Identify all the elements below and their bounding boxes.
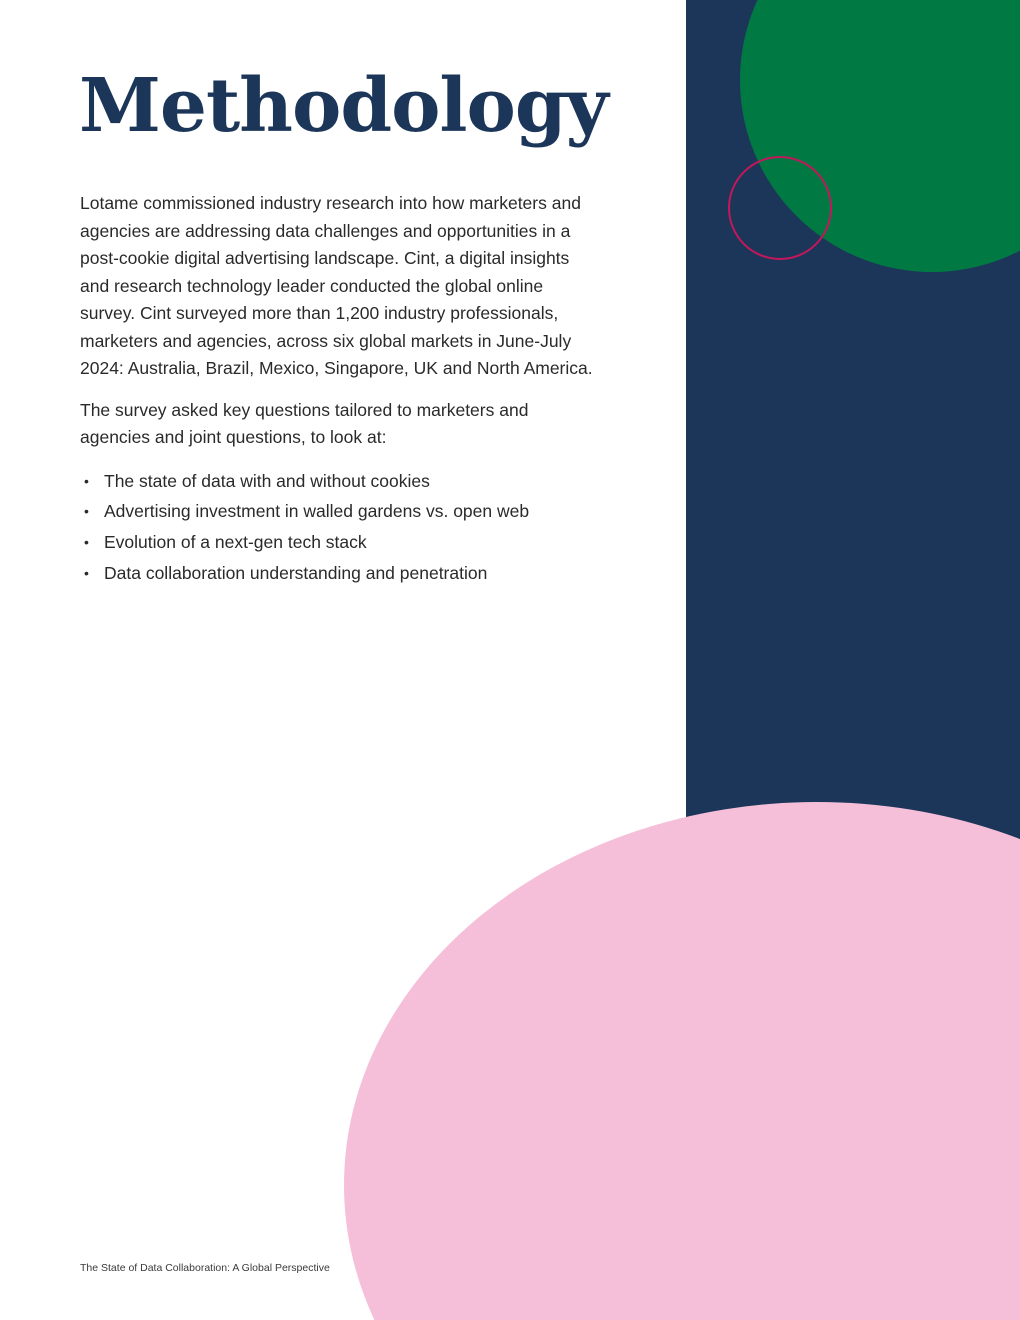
bullet-icon: • [84, 472, 89, 489]
pink-ellipse-decoration [344, 802, 1020, 1320]
body-content [80, 190, 600, 588]
list-item [80, 527, 600, 558]
list-item-text: Evolution of a next-gen tech stack [104, 531, 367, 552]
bullet-icon: • [84, 533, 89, 550]
bullet-icon: • [84, 564, 89, 581]
survey-paragraph: The survey asked key questions tailored to marketers and agencies and joint questions, to look at: [80, 399, 529, 447]
topic-list [80, 466, 600, 589]
magenta-ring-decoration [728, 156, 832, 260]
list-item-text: The state of data with and without cookies [104, 470, 430, 491]
list-item-text: Advertising investment in walled gardens vs. open web [104, 501, 530, 522]
list-item-text: Data collaboration understanding and penetration [104, 562, 488, 583]
footer-text: The State of Data Collaboration: A Global Perspective [80, 1262, 330, 1274]
bullet-icon: • [84, 503, 89, 520]
list-item [80, 558, 600, 589]
intro-paragraph: Lotame commissioned industry research into how marketers and agencies are addressing data challenges and opportunities in a post-cookie digital advertising landscape. Cint, a digital insights and research technology leader conducted the global online survey. Cint surveyed more than 1,200 industry professionals, marketers and agencies, across six global markets in June-July 2024: Australia, Brazil, Mexico, Singapore, UK and North America. [80, 193, 593, 378]
list-item [80, 496, 600, 527]
page-title: Methodology [79, 63, 608, 149]
list-item [80, 466, 600, 497]
